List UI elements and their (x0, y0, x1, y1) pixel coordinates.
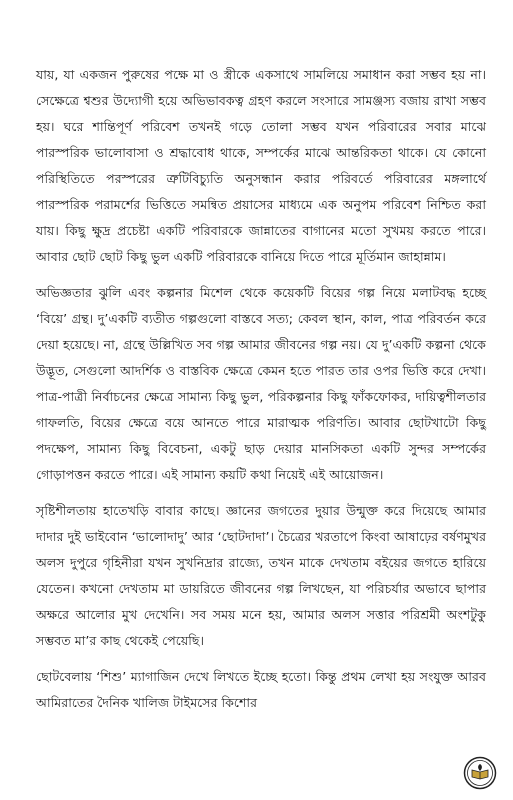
paragraph-2: অভিজ্ঞতার ঝুলি এবং কল্পনার মিশেল থেকে কয়েকটি বিয়ের গল্প নিয়ে মলাটবদ্ধ হচ্ছে ‘বিয়ে’ গ্রন্থ। দু’একটি ব্যতীত গল্পগুলো বাস্তবে সত্য; কেবল স্থান, কাল, পাত্র পরিবর্তন করে দেয়া হয়েছে। না, গ্রন্থে উল্লিখিত সব গল্প আমার জীবনের গল্প নয়। যে দু’একটি কল্পনা থেকে উদ্ভূত, সেগুলো আদর্শিক ও বাস্তবিক ক্ষেত্রে কেমন হতে পারত তার ওপর ভিত্তি করে দেখা। পাত্র-পাত্রী নির্বাচনের ক্ষেত্রে সামান্য কিছু ভুল, পরিকল্পনার কিছু ফাঁকফোকর, দায়িত্বশীলতার গাফলতি, বিয়ের ক্ষেত্রে বয়ে আনতে পারে মারাত্মক পরিণতি। আবার ছোটখাটো কিছু পদক্ষেপ, সামান্য কিছু বিবেচনা, একটু ছাড় দেয়ার মানসিকতা একটি সুন্দর সম্পর্কের গোড়াপত্তন করতে পারে। এই সামান্য কয়টি কথা নিয়েই এই আয়োজন। (36, 285, 486, 482)
paragraph-1: যায়, যা একজন পুরুষের পক্ষে মা ও স্ত্রীকে একসাথে সামলিয়ে সমাধান করা সম্ভব হয় না। সেক্ষেত্রে শ্বশুর উদ্যোগী হয়ে অভিভাবকত্ব গ্রহণ করলে সংসারে সামঞ্জস্য বজায় রাখা সম্ভব হয়। ঘরে শান্তিপূর্ণ পরিবেশ তখনই গড়ে তোলা সম্ভব যখন পরিবারের সবার মাঝে পারস্পরিক ভালোবাসা ও শ্রদ্ধাবোধ থাকে, সম্পর্কের মাঝে আন্তরিকতা থাকে। যে কোনো পরিস্থিতিতে পরস্পরের ত্রুটিবিচ্যুতি অনুসন্ধান করার পরিবর্তে পরিবারের মঙ্গলার্থে পারস্পরিক পরামর্শের ভিত্তিতে সমন্বিত প্রয়াসের মাধ্যমে এক অনুপম পরিবেশ নিশ্চিত করা যায়। কিছু ক্ষুদ্র প্রচেষ্টা একটি পরিবারকে জান্নাতের বাগানের মতো সুখময় করতে পারে। আবার ছোট ছোট কিছু ভুল একটি পরিবারকে বানিয়ে দিতে পারে মূর্তিমান জাহান্নাম। (36, 67, 486, 264)
paragraph-4: ছোটবেলায় ‘শিশু’ ম্যাগাজিন দেখে লিখতে ইচ্ছে হতো। কিন্তু প্রথম লেখা হয় সংযুক্ত আরব আমিরাতের দৈনিক খালিজ টাইমসের কিশোর (36, 669, 486, 710)
publisher-logo-icon (463, 756, 497, 790)
paragraph-3: সৃষ্টিশীলতায় হাতেখড়ি বাবার কাছে। জ্ঞানের জগতের দুয়ার উন্মুক্ত করে দিয়েছে আমার দাদার দুই ভাইবোন ‘ভালোদাদু’ আর ‘ছোটদাদা’। চৈত্রের খরতাপে কিংবা আষাঢ়ের বর্ষণমুখর অলস দুপুরে গৃহিনীরা যখন সুখনিদ্রার রাজ্যে, তখন মাকে দেখতাম বইয়ের জগতে হারিয়ে যেতেন। কখনো দেখতাম মা ডায়রিতে জীবনের গল্প লিখছেন, যা পরিচর্যার অভাবে ছাপার অক্ষরে আলোর মুখ দেখেনি। সব সময় মনে হয়, আমার অলস সত্তার পরিশ্রমী অংশটুকু সম্ভবত মা’র কাছ থেকেই পেয়েছি। (36, 503, 486, 648)
page-body (36, 62, 486, 716)
